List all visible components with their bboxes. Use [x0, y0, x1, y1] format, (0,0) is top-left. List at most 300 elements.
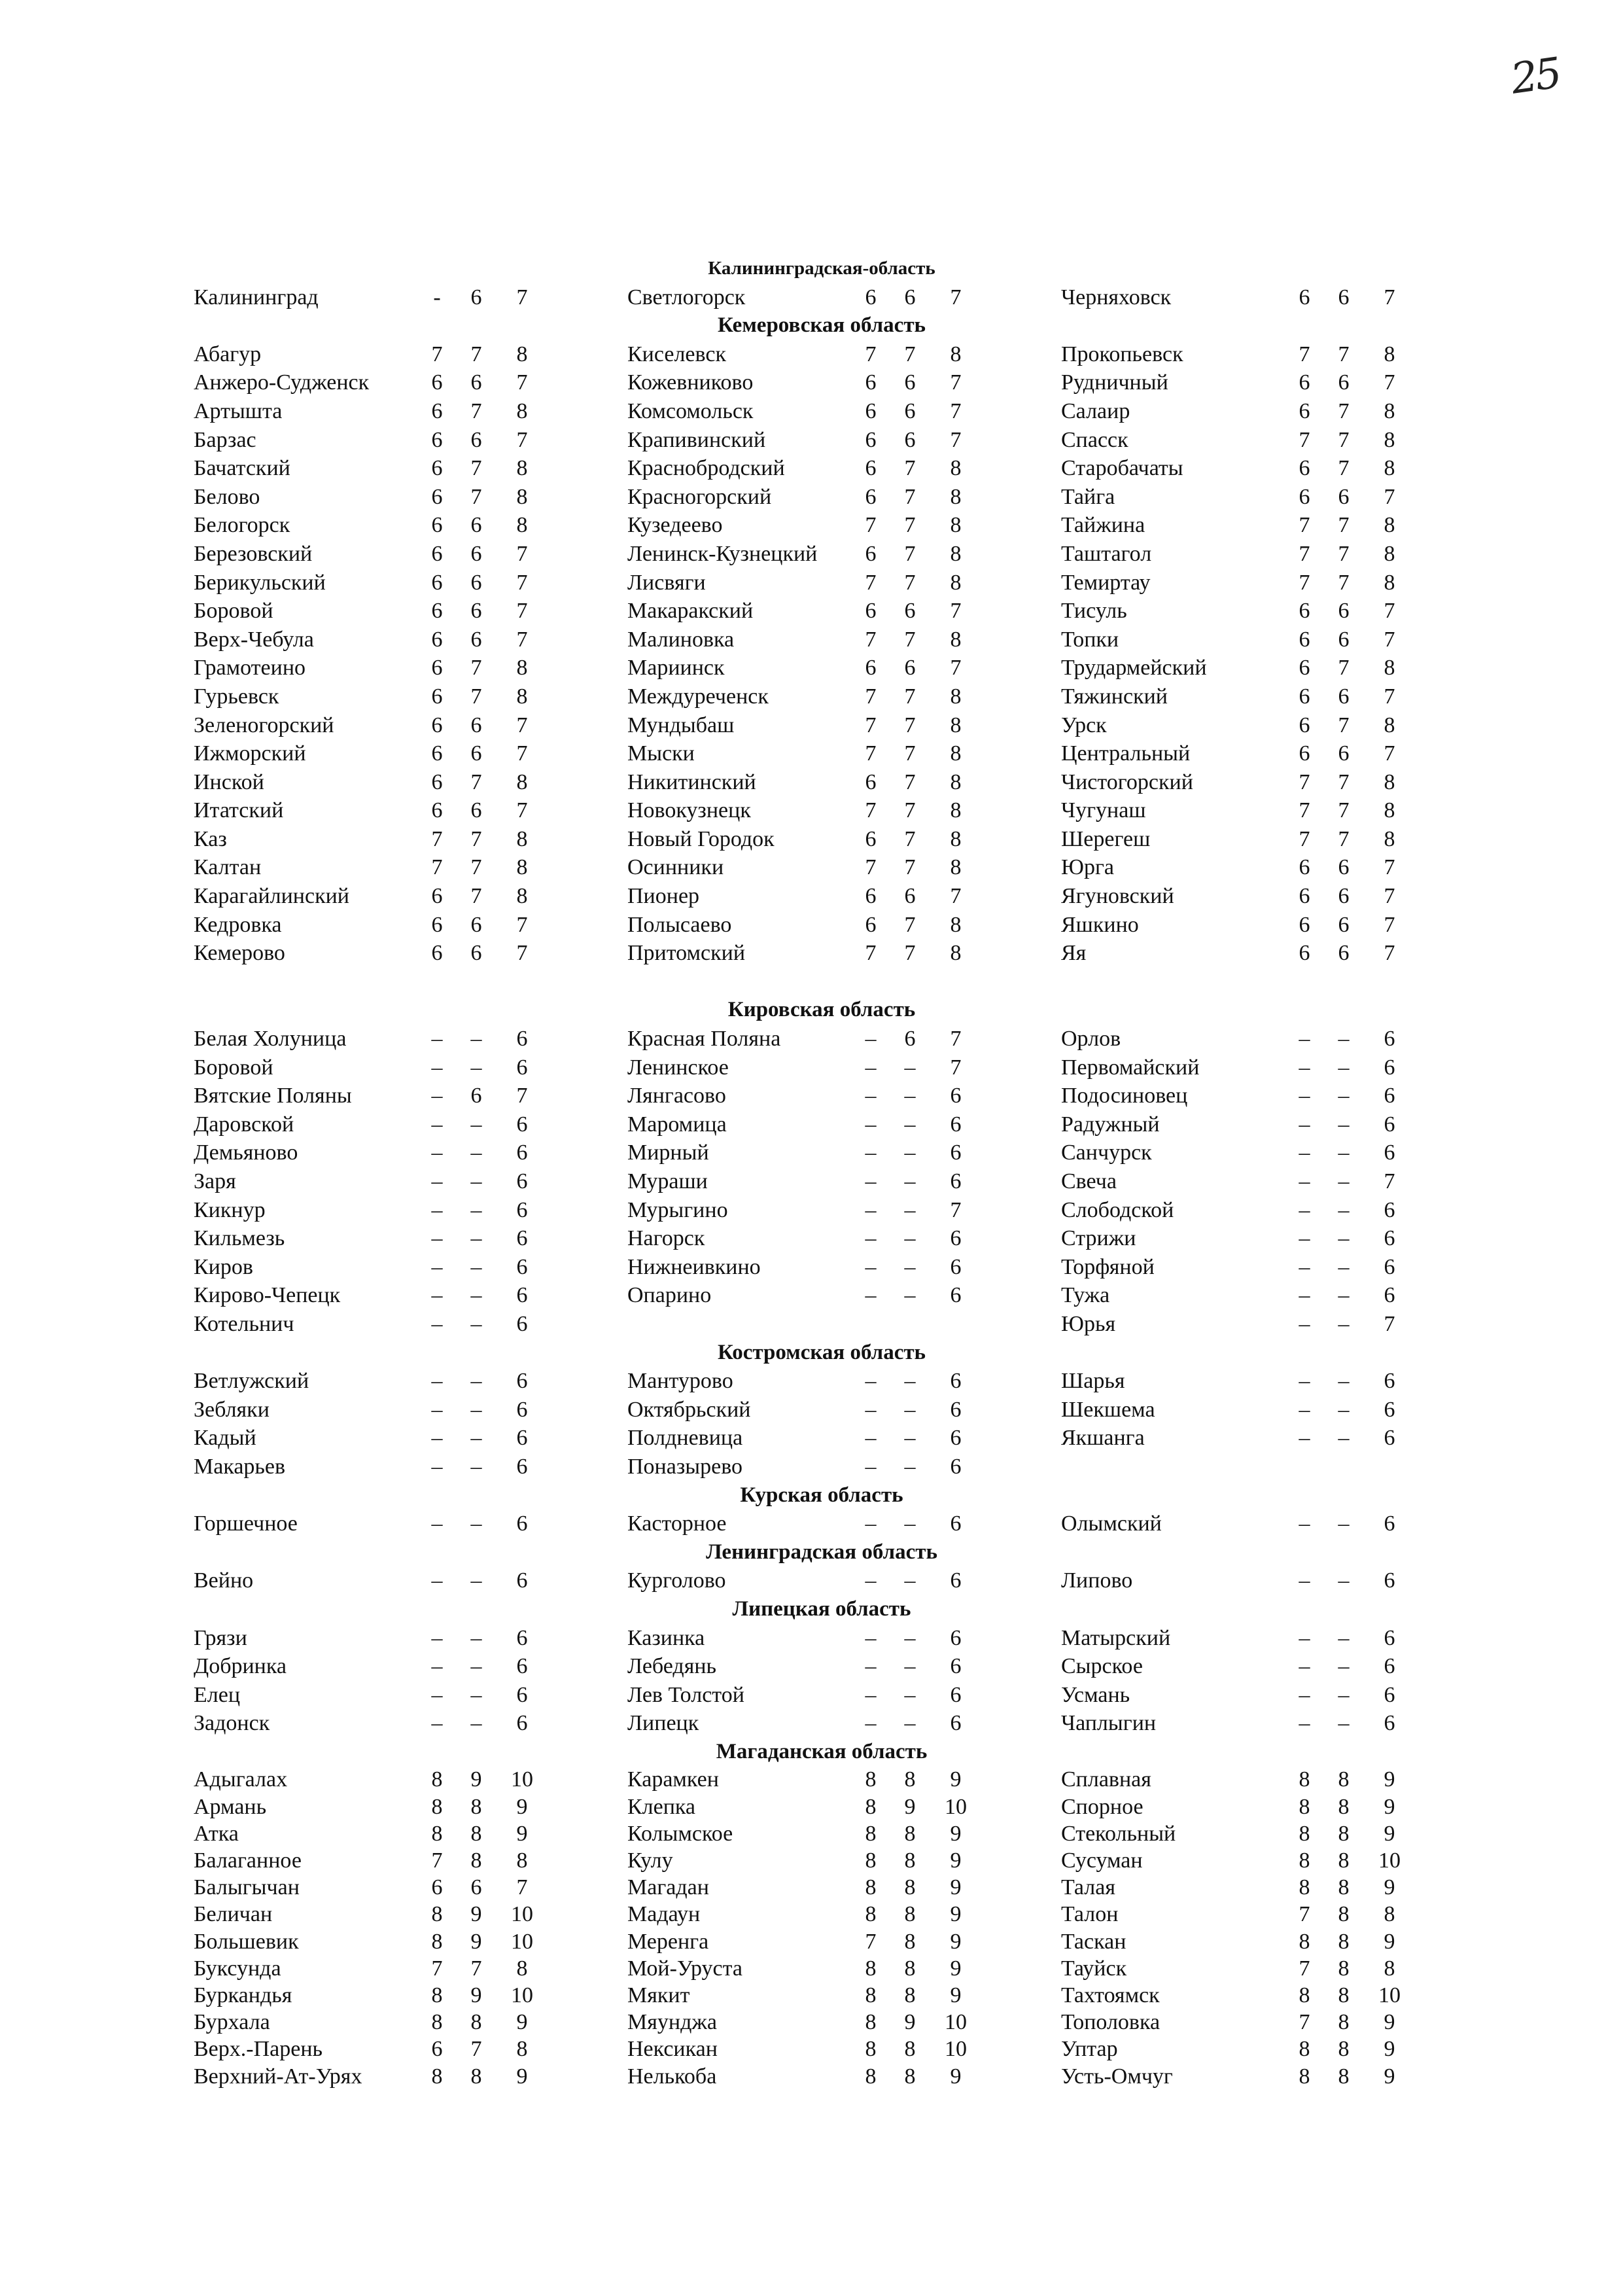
settlement-entry — [627, 1681, 1061, 1710]
value-1: – — [1299, 1426, 1310, 1451]
table-row — [194, 825, 1450, 854]
value-1: – — [865, 1027, 877, 1051]
settlement-name: Полысаево — [627, 912, 732, 937]
value-1: – — [431, 1169, 443, 1193]
value-2: 7 — [1338, 513, 1350, 538]
settlement-entry — [194, 682, 627, 711]
value-3: 9 — [950, 1875, 962, 1900]
region-section — [194, 1481, 1450, 1538]
settlement-entry — [1061, 483, 1450, 512]
value-3: 6 — [516, 1027, 528, 1051]
value-1: 8 — [1299, 1767, 1310, 1792]
value-1: 6 — [865, 912, 877, 937]
settlement-name: Белая Холуница — [194, 1027, 347, 1051]
value-2: 8 — [904, 1956, 916, 1981]
settlement-name: Итатский — [194, 798, 284, 823]
value-2: – — [1338, 1283, 1350, 1308]
value-1: 6 — [431, 684, 443, 709]
settlement-name: Кузедеево — [627, 513, 723, 538]
value-2: – — [470, 1027, 482, 1051]
settlement-name: Мантурово — [627, 1369, 733, 1394]
settlement-name: Таштагол — [1061, 541, 1152, 566]
region-section — [194, 996, 1450, 1338]
settlement-name: Усть-Омчуг — [1061, 2064, 1173, 2089]
value-1: 6 — [1299, 484, 1310, 509]
value-1: – — [865, 1283, 877, 1308]
table-row — [194, 1652, 1450, 1681]
value-2: 7 — [904, 456, 916, 481]
settlement-name: Сусуман — [1061, 1848, 1143, 1873]
settlement-entry — [627, 1955, 1061, 1982]
value-3: 7 — [516, 599, 528, 624]
settlement-entry — [627, 1224, 1061, 1253]
settlement-name: Чистогорский — [1061, 769, 1193, 794]
settlement-name: Кадый — [194, 1426, 256, 1451]
settlement-name: Матырский — [1061, 1625, 1171, 1650]
table-row — [194, 1901, 1450, 1928]
settlement-name: Березовский — [194, 541, 313, 566]
value-2 — [1324, 1453, 1363, 1481]
value-2: 7 — [470, 769, 482, 794]
table-row — [194, 739, 1450, 768]
settlement-entry — [194, 1025, 627, 1053]
value-1: 8 — [865, 1848, 877, 1873]
value-2: – — [904, 1197, 916, 1222]
value-2: – — [904, 1568, 916, 1593]
value-2: 6 — [904, 656, 916, 680]
table-row — [194, 1982, 1450, 2009]
value-2: – — [904, 1654, 916, 1679]
settlement-name: Берикульский — [194, 570, 326, 595]
region-section — [194, 1339, 1450, 1481]
value-3: 7 — [1384, 741, 1395, 766]
settlement-entry — [1061, 1053, 1450, 1082]
settlement-name: Кильмезь — [194, 1226, 285, 1251]
settlement-entry — [194, 2063, 627, 2090]
value-1: 6 — [865, 484, 877, 509]
value-2: 8 — [470, 1848, 482, 1873]
value-2: – — [470, 1283, 482, 1308]
value-1: 7 — [865, 855, 877, 880]
value-2: 6 — [470, 941, 482, 966]
value-3: 8 — [516, 826, 528, 851]
value-3: 10 — [511, 1902, 533, 1927]
table-row — [194, 1766, 1450, 1793]
settlement-entry — [1061, 654, 1450, 682]
value-1: 8 — [865, 1875, 877, 1900]
settlement-name: Новый Городок — [627, 826, 775, 851]
settlement-name: Талон — [1061, 1902, 1119, 1927]
value-3: 6 — [1384, 1055, 1395, 1080]
settlement-name: Олымский — [1061, 1511, 1162, 1536]
value-1: 8 — [1299, 1983, 1310, 2007]
value-1: 6 — [1299, 941, 1310, 966]
value-1: 6 — [865, 370, 877, 395]
value-1: 8 — [1299, 1929, 1310, 1954]
value-2: 7 — [904, 941, 916, 966]
table-row — [194, 340, 1450, 369]
table-row — [194, 1196, 1450, 1225]
value-3: 8 — [950, 769, 962, 794]
settlement-name: Мурыгино — [627, 1197, 728, 1222]
settlement-name: Поназырево — [627, 1454, 743, 1479]
settlement-name: Меренга — [627, 1929, 709, 1954]
value-1: – — [431, 1254, 443, 1279]
settlement-entry — [1061, 739, 1450, 768]
value-2: 6 — [904, 398, 916, 423]
value-2: – — [904, 1169, 916, 1193]
value-2: 6 — [470, 798, 482, 823]
value-3: 8 — [950, 826, 962, 851]
value-1: 6 — [1299, 912, 1310, 937]
value-3: 6 — [1384, 1140, 1395, 1165]
value-1: – — [1299, 1682, 1310, 1707]
settlement-name: Верхний-Ат-Урях — [194, 2064, 362, 2089]
value-1: 6 — [1299, 285, 1310, 309]
table-row — [194, 1110, 1450, 1139]
value-2: – — [904, 1426, 916, 1451]
value-3: 9 — [1384, 2037, 1395, 2062]
settlement-entry — [194, 483, 627, 512]
settlement-entry — [194, 1566, 627, 1595]
value-2: 6 — [470, 513, 482, 538]
settlement-entry — [627, 1928, 1061, 1955]
value-3: 7 — [516, 713, 528, 737]
value-1: 7 — [431, 1956, 443, 1981]
value-2: – — [470, 1311, 482, 1336]
value-3: 9 — [1384, 1929, 1395, 1954]
settlement-name: Киселевск — [627, 342, 726, 366]
table-row — [194, 654, 1450, 682]
settlement-name: Гурьевск — [194, 684, 279, 709]
settlement-name: Пионер — [627, 884, 700, 909]
value-3: 10 — [945, 2010, 967, 2035]
value-3: 6 — [1384, 1112, 1395, 1137]
settlement-name: Вятские Поляны — [194, 1084, 352, 1108]
settlement-entry — [627, 1310, 1061, 1339]
value-1: 6 — [431, 912, 443, 937]
value-3: 9 — [950, 1821, 962, 1846]
value-2: 6 — [1338, 484, 1350, 509]
settlement-entry — [627, 569, 1061, 597]
value-3: 8 — [516, 398, 528, 423]
value-3: 8 — [516, 456, 528, 481]
settlement-entry — [1061, 1766, 1450, 1793]
settlement-entry — [1061, 682, 1450, 711]
value-2: – — [1338, 1511, 1350, 1536]
value-1: 6 — [431, 370, 443, 395]
settlement-entry — [627, 1709, 1061, 1738]
value-2: – — [904, 1711, 916, 1736]
value-3: 8 — [1384, 513, 1395, 538]
value-3: 7 — [950, 398, 962, 423]
value-1: 6 — [431, 599, 443, 624]
settlement-entry — [627, 682, 1061, 711]
value-1: – — [1299, 1369, 1310, 1394]
settlement-name: Демьяново — [194, 1140, 298, 1165]
settlement-name: Мяунджа — [627, 2010, 717, 2035]
settlements-table — [194, 255, 1450, 2090]
settlement-name: Белогорск — [194, 513, 290, 538]
value-3: 8 — [516, 855, 528, 880]
settlement-entry — [194, 1082, 627, 1110]
settlement-name: Подосиновец — [1061, 1084, 1188, 1108]
settlement-name: Добринка — [194, 1654, 287, 1679]
settlement-name: Шарья — [1061, 1369, 1125, 1394]
settlement-entry — [1061, 1396, 1450, 1424]
value-3: 6 — [950, 1511, 962, 1536]
settlement-name: Мякит — [627, 1983, 690, 2007]
table-row — [194, 939, 1450, 968]
value-2: 6 — [470, 741, 482, 766]
settlement-entry — [1061, 1901, 1450, 1928]
table-row — [194, 1310, 1450, 1339]
table-row — [194, 1453, 1450, 1481]
value-3: 6 — [516, 1112, 528, 1137]
value-3: 8 — [516, 884, 528, 909]
value-3: 6 — [516, 1311, 528, 1336]
settlement-name: Верх-Чебула — [194, 627, 314, 652]
table-row — [194, 1847, 1450, 1874]
settlement-name: Мой-Уруста — [627, 1956, 742, 1981]
settlement-name: Стекольный — [1061, 1821, 1176, 1846]
value-3: 7 — [516, 627, 528, 652]
settlement-name: Первомайский — [1061, 1055, 1200, 1080]
value-2: 8 — [904, 1767, 916, 1792]
value-1: 8 — [1299, 1875, 1310, 1900]
value-2: – — [904, 1283, 916, 1308]
value-3: 8 — [516, 342, 528, 366]
settlement-name: Центральный — [1061, 741, 1191, 766]
value-1: 7 — [865, 342, 877, 366]
value-2: 8 — [904, 1902, 916, 1927]
value-2: – — [904, 1112, 916, 1137]
value-3: 7 — [1384, 627, 1395, 652]
value-3: 8 — [950, 570, 962, 595]
value-1: 8 — [865, 1794, 877, 1819]
value-2: 7 — [904, 769, 916, 794]
settlement-entry — [627, 1082, 1061, 1110]
settlement-name: Белово — [194, 484, 260, 509]
value-3: 9 — [950, 1767, 962, 1792]
settlement-entry — [627, 1281, 1061, 1310]
value-2: 6 — [1338, 884, 1350, 909]
value-3: 8 — [1384, 1956, 1395, 1981]
settlement-entry — [1061, 882, 1450, 911]
settlement-name: Нагорск — [627, 1226, 705, 1251]
region-section — [194, 311, 1450, 996]
value-3: 6 — [516, 1397, 528, 1422]
value-3: 8 — [1384, 398, 1395, 423]
value-3: 8 — [950, 342, 962, 366]
value-2: 7 — [904, 713, 916, 737]
settlement-entry — [627, 2036, 1061, 2062]
value-2: – — [1338, 1254, 1350, 1279]
value-3: 9 — [516, 2064, 528, 2089]
settlement-entry — [627, 368, 1061, 397]
value-1: – — [865, 1254, 877, 1279]
settlement-entry — [194, 1624, 627, 1653]
settlement-entry — [627, 1874, 1061, 1901]
value-2: 7 — [1338, 769, 1350, 794]
value-3: 6 — [516, 1369, 528, 1394]
settlement-name: Урск — [1061, 713, 1107, 737]
settlement-name: Грязи — [194, 1625, 247, 1650]
value-1: 8 — [865, 2037, 877, 2062]
value-3 — [930, 1310, 982, 1339]
settlement-name: Инской — [194, 769, 264, 794]
value-3: 8 — [1384, 541, 1395, 566]
settlement-entry — [627, 2009, 1061, 2036]
settlement-entry — [627, 711, 1061, 740]
settlement-entry — [627, 1424, 1061, 1453]
value-3: 9 — [950, 1848, 962, 1873]
value-2: 6 — [1338, 855, 1350, 880]
settlement-name: Сырское — [1061, 1654, 1143, 1679]
value-3: 6 — [950, 1682, 962, 1707]
value-1: – — [1299, 1226, 1310, 1251]
value-3: 9 — [950, 1983, 962, 2007]
value-3: 7 — [1384, 1311, 1395, 1336]
table-row — [194, 1167, 1450, 1196]
value-3: 7 — [950, 427, 962, 452]
settlement-entry — [627, 340, 1061, 369]
value-1: 6 — [1299, 370, 1310, 395]
value-3: 6 — [950, 1625, 962, 1650]
settlement-entry — [627, 1196, 1061, 1225]
value-2: – — [1338, 1625, 1350, 1650]
section-gap — [194, 968, 1450, 997]
settlement-entry — [1061, 1874, 1450, 1901]
value-2: – — [1338, 1226, 1350, 1251]
value-1: – — [431, 1369, 443, 1394]
value-1: – — [1299, 1197, 1310, 1222]
value-1: – — [865, 1112, 877, 1137]
value-1: 8 — [431, 1983, 443, 2007]
settlement-name: Междуреченск — [627, 684, 769, 709]
table-row — [194, 1928, 1450, 1955]
value-3: 10 — [945, 2037, 967, 2062]
table-row — [194, 626, 1450, 654]
value-3: 9 — [950, 1956, 962, 1981]
value-1: 6 — [1299, 855, 1310, 880]
settlement-entry — [1061, 1982, 1450, 2009]
settlement-name: Верх.-Парень — [194, 2037, 323, 2062]
settlement-name: Новокузнецк — [627, 798, 751, 823]
value-1: 8 — [1299, 2037, 1310, 2062]
value-2: 7 — [470, 1956, 482, 1981]
settlement-name: Ягуновский — [1061, 884, 1174, 909]
value-1: 8 — [431, 2010, 443, 2035]
settlement-entry — [194, 1367, 627, 1396]
value-2: 6 — [904, 427, 916, 452]
settlement-name: Киров — [194, 1254, 253, 1279]
settlement-name: Кирово-Чепецк — [194, 1283, 341, 1308]
value-1: – — [431, 1027, 443, 1051]
settlement-name: Мирный — [627, 1140, 709, 1165]
value-3: 9 — [1384, 1794, 1395, 1819]
settlement-name: Шерегеш — [1061, 826, 1151, 851]
settlement-name — [627, 1310, 851, 1339]
value-3: 6 — [1384, 1369, 1395, 1394]
region-title: Кировская область — [727, 998, 916, 1022]
value-3: 6 — [1384, 1197, 1395, 1222]
value-1: – — [431, 1311, 443, 1336]
settlement-entry — [194, 397, 627, 426]
value-1: 6 — [865, 541, 877, 566]
settlement-entry — [627, 1566, 1061, 1595]
value-2: 7 — [470, 855, 482, 880]
value-3: 9 — [516, 2010, 528, 2035]
table-row — [194, 368, 1450, 397]
value-2: – — [1338, 1568, 1350, 1593]
table-row — [194, 911, 1450, 940]
value-1: 7 — [431, 855, 443, 880]
value-2: 7 — [470, 398, 482, 423]
value-3: 6 — [950, 1169, 962, 1193]
table-row — [194, 853, 1450, 882]
value-2: 7 — [1338, 427, 1350, 452]
value-2: 8 — [1338, 1821, 1350, 1846]
settlement-name: Лебедянь — [627, 1654, 717, 1679]
value-1: – — [431, 1055, 443, 1080]
settlement-name: Зебляки — [194, 1397, 270, 1422]
value-2: – — [1338, 1027, 1350, 1051]
table-row — [194, 796, 1450, 825]
value-3: 7 — [516, 1875, 528, 1900]
settlement-entry — [194, 1681, 627, 1710]
settlement-entry — [1061, 1652, 1450, 1681]
value-2: 7 — [904, 541, 916, 566]
value-3: 9 — [950, 1929, 962, 1954]
value-1: 8 — [865, 1767, 877, 1792]
settlement-entry — [627, 483, 1061, 512]
value-2: 7 — [904, 855, 916, 880]
value-1: – — [1299, 1169, 1310, 1193]
value-2: 7 — [1338, 798, 1350, 823]
settlement-name: Бачатский — [194, 456, 290, 481]
settlement-name: Чаплыгин — [1061, 1711, 1157, 1736]
region-section — [194, 1738, 1450, 2090]
value-2: 6 — [1338, 599, 1350, 624]
settlement-name: Нексикан — [627, 2037, 718, 2062]
value-1: 8 — [865, 2010, 877, 2035]
value-1: 6 — [1299, 398, 1310, 423]
value-3: 8 — [950, 941, 962, 966]
value-2: 9 — [904, 1794, 916, 1819]
value-3: 8 — [950, 684, 962, 709]
settlement-name: Ветлужский — [194, 1369, 309, 1394]
settlement-name: Спасск — [1061, 427, 1128, 452]
value-1: 7 — [1299, 826, 1310, 851]
value-2: 6 — [470, 285, 482, 309]
value-3: 8 — [516, 1848, 528, 1873]
value-2: – — [904, 1511, 916, 1536]
value-2: – — [904, 1254, 916, 1279]
settlement-entry — [627, 796, 1061, 825]
value-1: – — [431, 1397, 443, 1422]
value-2: 6 — [1338, 285, 1350, 309]
value-1: 8 — [431, 1821, 443, 1846]
settlement-name: Буркандья — [194, 1983, 292, 2007]
value-3: 8 — [950, 456, 962, 481]
value-1: – — [431, 1426, 443, 1451]
value-1: – — [431, 1568, 443, 1593]
value-1: 7 — [1299, 513, 1310, 538]
value-3: 8 — [950, 855, 962, 880]
value-1: 6 — [1299, 713, 1310, 737]
value-1: 7 — [1299, 1902, 1310, 1927]
